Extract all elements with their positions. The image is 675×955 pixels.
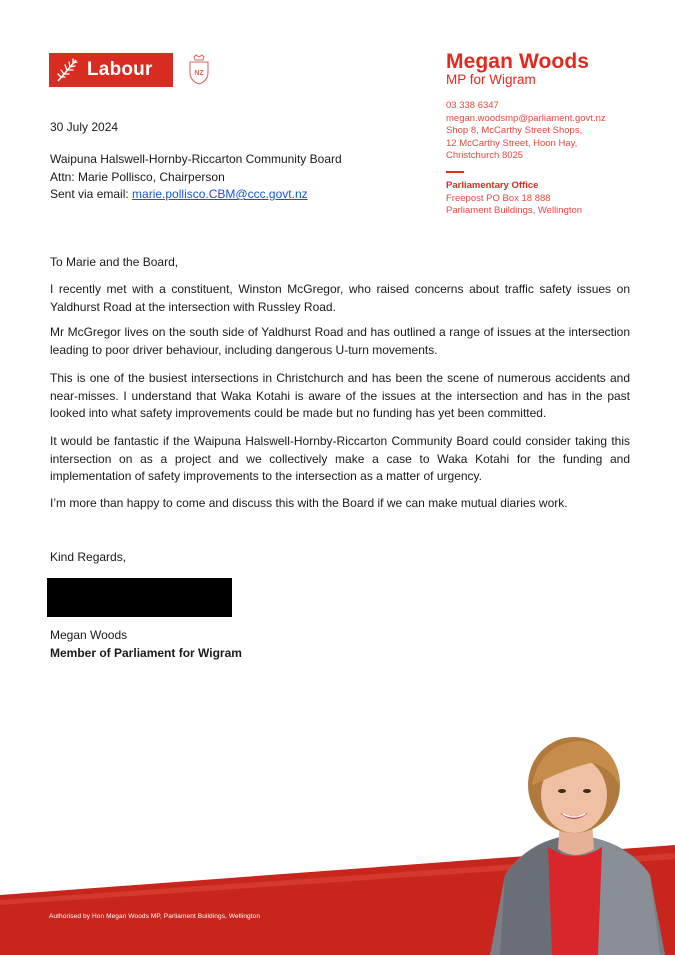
office-title: Parliamentary Office <box>446 180 539 191</box>
recipient-email-link[interactable]: marie.pollisco.CBM@ccc.govt.nz <box>132 187 308 201</box>
sent-via-label: Sent via email: <box>50 187 133 201</box>
footer-authorisation: Authorised by Hon Megan Woods MP, Parliament Buildings, Wellington <box>49 913 261 920</box>
recipient-line: Attn: Marie Pollisco, Chairperson <box>50 169 225 184</box>
sent-via-line <box>50 186 342 204</box>
contact-address-line: Christchurch 8025 <box>446 150 524 162</box>
greeting: To Marie and the Board, <box>50 255 179 269</box>
office-block <box>446 180 582 218</box>
body-paragraph: This is one of the busiest intersections in Christchurch and has been the scene of numerous accidents and near-misses. I understand that Waka Kotahi is aware of the issues at the intersection and has in the past looked into what safety improvements could be made but no funding has yet been committed. <box>50 371 630 420</box>
contact-address-line: Shop 8, McCarthy Street Shops, <box>446 125 583 137</box>
contact-email-link[interactable]: megan.woodsmp@parliament.govt.nz <box>446 112 606 124</box>
body-paragraph: Mr McGregor lives on the south side of Yaldhurst Road and has outlined a range of issues at the intersection leading to poor driver behaviour, including dangerous U-turn movements. <box>50 325 630 357</box>
mp-name: Megan Woods <box>446 50 590 73</box>
crest-text: NZ <box>194 70 204 77</box>
letter-date: 30 July 2024 <box>50 120 119 134</box>
nz-crest <box>186 53 212 87</box>
office-line: Parliament Buildings, Wellington <box>446 205 583 217</box>
labour-logo-text: Labour <box>87 59 153 80</box>
body-paragraph: It would be fantastic if the Waipuna Halswell-Hornby-Riccarton Community Board could consider taking this intersection on as a project and we collectively make a case to Waka Kotahi for the funding and implementation of safety improvements to the intersection as a matter of urgency. <box>50 434 630 483</box>
contact-phone: 03 338 6347 <box>446 100 499 111</box>
signer-name: Megan Woods <box>50 628 128 642</box>
header-divider <box>446 171 464 173</box>
mp-title: MP for Wigram <box>446 72 536 87</box>
recipient-block <box>50 151 342 204</box>
closing: Kind Regards, <box>50 550 127 564</box>
contact-block <box>446 100 606 163</box>
recipient-line: Waipuna Halswell-Hornby-Riccarton Community Board <box>50 152 342 166</box>
body-paragraph: I’m more than happy to come and discuss this with the Board if we can make mutual diaries work. <box>50 496 568 510</box>
mp-portrait-photo <box>470 725 675 955</box>
office-line: Freepost PO Box 18 888 <box>446 192 551 204</box>
body-paragraph: I recently met with a constituent, Winston McGregor, who raised concerns about traffic safety issues on Yaldhurst Road at the intersection with Russley Road. <box>50 282 630 314</box>
signer-title: Member of Parliament for Wigram <box>50 646 242 660</box>
redacted-signature <box>47 578 232 617</box>
contact-address-line: 12 McCarthy Street, Hoon Hay, <box>446 137 578 149</box>
labour-logo <box>49 53 173 87</box>
fern-icon <box>55 57 79 83</box>
